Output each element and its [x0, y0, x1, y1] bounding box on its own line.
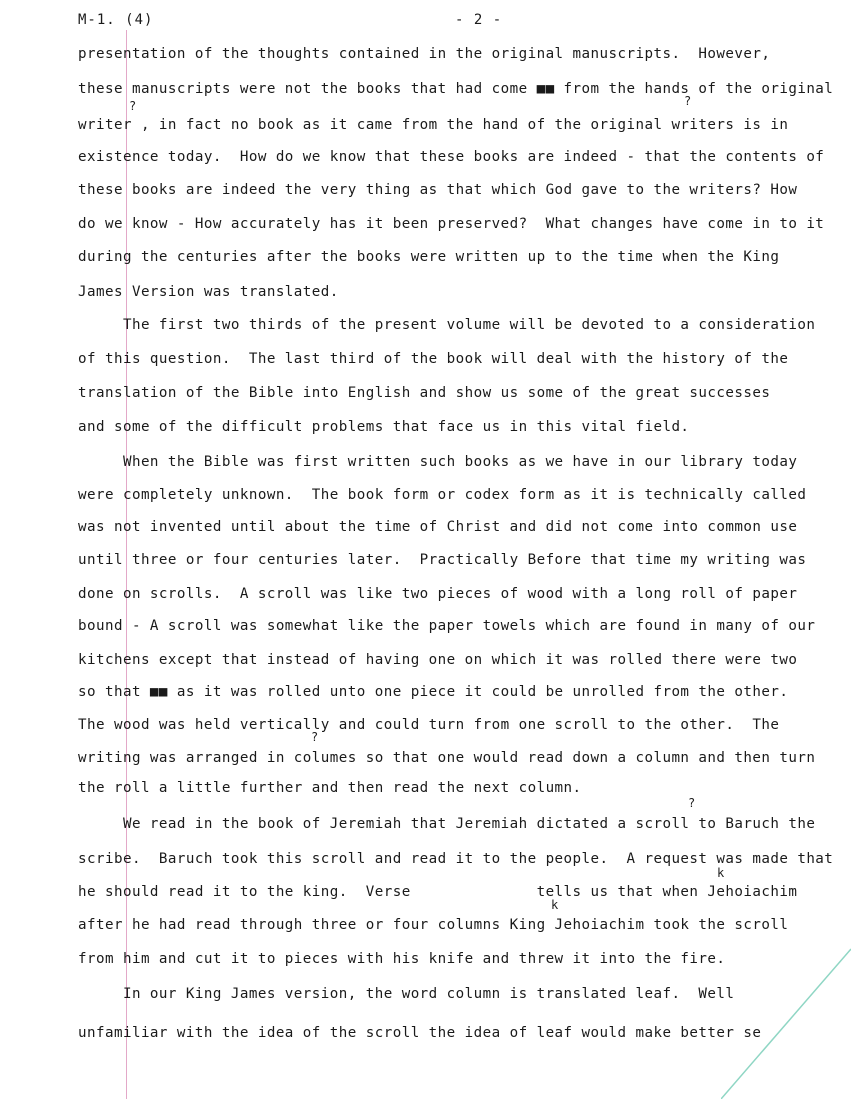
- text-line: from him and cut it to pieces with his knife and threw it into the fire.: [78, 951, 726, 967]
- text-line: presentation of the thoughts contained in the original manuscripts. However,: [78, 46, 771, 62]
- text-line: translation of the Bible into English and show us some of the great successes: [78, 385, 771, 401]
- query-mark: ?: [688, 796, 696, 810]
- text-line: existence today. How do we know that these books are indeed - that the contents of: [78, 149, 825, 165]
- text-line: was not invented until about the time of Christ and did not come into common use: [78, 519, 798, 535]
- text-line: the roll a little further and then read the next column.: [78, 780, 582, 796]
- correction-mark: k: [717, 866, 725, 880]
- query-mark: ?: [311, 730, 319, 744]
- text-line: scribe. Baruch took this scroll and read it to the people. A request was made that: [78, 851, 834, 867]
- text-line: The wood was held vertically and could turn from one scroll to the other. The: [78, 717, 780, 733]
- text-line: When the Bible was first written such books as we have in our library today: [78, 454, 798, 470]
- text-line: these books are indeed the very thing as that which God gave to the writers? How: [78, 182, 798, 198]
- text-line: and some of the difficult problems that face us in this vital field.: [78, 419, 690, 435]
- correction-mark: k: [551, 898, 559, 912]
- query-mark: ?: [129, 99, 137, 113]
- text-line: he should read it to the king. Verse tells us that when Jehoiachim: [78, 884, 798, 900]
- text-line: these manuscripts were not the books that had come ■■ from the hands of the original: [78, 81, 834, 97]
- page-code: M-1. (4): [78, 12, 154, 28]
- text-line: during the centuries after the books were written up to the time when the King: [78, 249, 780, 265]
- text-line: kitchens except that instead of having one on which it was rolled there were two: [78, 652, 798, 668]
- text-line: unfamiliar with the idea of the scroll the idea of leaf would make better se: [78, 1025, 762, 1041]
- text-line: The first two thirds of the present volume will be devoted to a consideration: [78, 317, 816, 333]
- text-line: We read in the book of Jeremiah that Jeremiah dictated a scroll to Baruch the: [78, 816, 816, 832]
- text-line: bound - A scroll was somewhat like the paper towels which are found in many of our: [78, 618, 816, 634]
- text-line: done on scrolls. A scroll was like two pieces of wood with a long roll of paper: [78, 586, 798, 602]
- corner-scan-line: [721, 839, 851, 1099]
- text-line: writer , in fact no book as it came from the hand of the original writers is in: [78, 117, 789, 133]
- text-line: do we know - How accurately has it been preserved? What changes have come in to it: [78, 216, 825, 232]
- text-line: of this question. The last third of the book will deal with the history of the: [78, 351, 789, 367]
- text-line: after he had read through three or four columns King Jehoiachim took the scroll: [78, 917, 789, 933]
- text-line: In our King James version, the word column is translated leaf. Well: [78, 986, 735, 1002]
- text-line: James Version was translated.: [78, 284, 339, 300]
- text-line: until three or four centuries later. Practically Before that time my writing was: [78, 552, 807, 568]
- text-line: were completely unknown. The book form or codex form as it is technically called: [78, 487, 807, 503]
- page-number: - 2 -: [455, 12, 503, 28]
- query-mark: ?: [684, 94, 692, 108]
- text-line: writing was arranged in columes so that one would read down a column and then turn: [78, 750, 816, 766]
- text-line: so that ■■ as it was rolled unto one piece it could be unrolled from the other.: [78, 684, 789, 700]
